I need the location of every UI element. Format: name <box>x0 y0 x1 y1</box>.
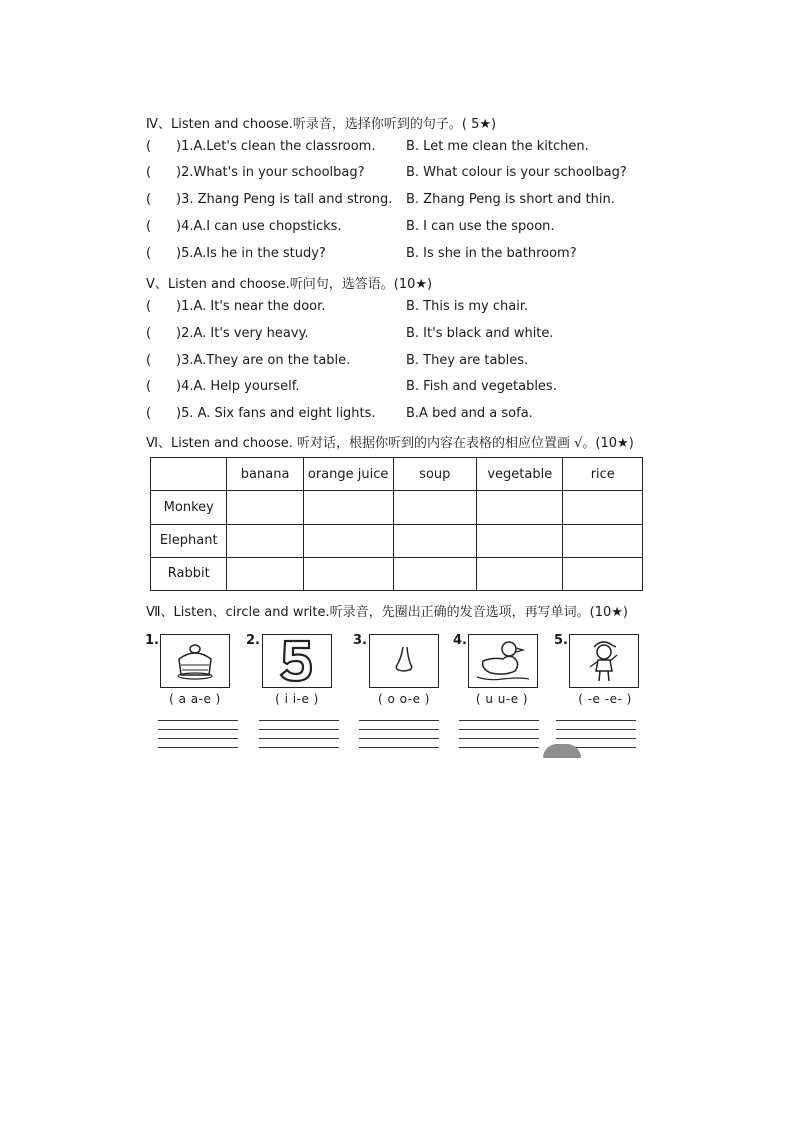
section-5-title: Ⅴ、Listen and choose.听问句，选答语。(10★) <box>146 277 433 292</box>
answer-cell[interactable] <box>563 491 643 524</box>
cake-icon <box>160 634 230 688</box>
option-b: B. Is she in the bathroom? <box>406 246 577 261</box>
option-b: B. This is my chair. <box>406 299 529 314</box>
answer-cell[interactable] <box>477 524 563 557</box>
sound-options: ( i i-e ) <box>275 692 319 706</box>
section-6-title: Ⅵ、Listen and choose. 听对话，根据你听到的内容在表格的相应位置画 √。(10★) <box>146 436 634 451</box>
answer-cell[interactable] <box>393 524 477 557</box>
option-a: )4.A. Help yourself. <box>176 379 300 394</box>
table-header-cell: rice <box>563 458 643 491</box>
option-a: )1.A.Let's clean the classroom. <box>176 139 376 154</box>
section-4-title: Ⅳ、Listen and choose.听录音，选择你听到的句子。( 5★) <box>146 117 497 132</box>
writing-lines <box>359 720 439 750</box>
table-header-cell <box>151 458 227 491</box>
answer-cell[interactable] <box>227 557 303 590</box>
question-row <box>146 406 666 426</box>
table-header-cell: vegetable <box>477 458 563 491</box>
table-header-cell: soup <box>393 458 477 491</box>
option-a: )3. Zhang Peng is tall and strong. <box>176 192 393 207</box>
item-number: 3. <box>353 633 367 648</box>
option-b: B. Let me clean the kitchen. <box>406 139 589 154</box>
answer-cell[interactable] <box>393 491 477 524</box>
answer-paren: ( <box>146 139 152 154</box>
answer-cell[interactable] <box>227 524 303 557</box>
answer-cell[interactable] <box>477 557 563 590</box>
table-row <box>151 491 643 524</box>
option-a: )2.What's in your schoolbag? <box>176 165 365 180</box>
question-row <box>146 165 666 185</box>
item-number: 5. <box>554 633 568 648</box>
table-row <box>151 524 643 557</box>
table-row <box>151 557 643 590</box>
nose-icon <box>369 634 439 688</box>
option-b: B. I can use the spoon. <box>406 219 555 234</box>
question-row <box>146 299 666 319</box>
option-a: )1.A. It's near the door. <box>176 299 326 314</box>
answer-cell[interactable] <box>227 491 303 524</box>
sound-options: ( u u-e ) <box>475 692 529 706</box>
answer-cell[interactable] <box>303 524 393 557</box>
question-row <box>146 192 666 212</box>
table-header-cell: orange juice <box>303 458 393 491</box>
option-b: B.A bed and a sofa. <box>406 406 533 421</box>
answer-table <box>150 457 643 591</box>
answer-cell[interactable] <box>303 557 393 590</box>
number-five-icon <box>262 634 332 688</box>
answer-cell[interactable] <box>563 557 643 590</box>
writing-lines <box>259 720 339 750</box>
answer-paren: ( <box>146 246 152 261</box>
answer-paren: ( <box>146 299 152 314</box>
item-number: 1. <box>145 633 159 648</box>
item-number: 4. <box>453 633 467 648</box>
answer-paren: ( <box>146 165 152 180</box>
answer-cell[interactable] <box>477 491 563 524</box>
question-row <box>146 353 666 373</box>
table-header-cell: banana <box>227 458 303 491</box>
answer-paren: ( <box>146 353 152 368</box>
option-a: )5.A.Is he in the study? <box>176 246 326 261</box>
question-row <box>146 379 666 399</box>
table-header-row <box>151 458 643 491</box>
scan-smudge <box>543 744 581 758</box>
writing-lines <box>158 720 238 750</box>
duck-icon <box>468 634 538 688</box>
answer-paren: ( <box>146 192 152 207</box>
option-a: )4.A.I can use chopsticks. <box>176 219 342 234</box>
answer-cell[interactable] <box>393 557 477 590</box>
answer-paren: ( <box>146 219 152 234</box>
answer-cell[interactable] <box>303 491 393 524</box>
item-number: 2. <box>246 633 260 648</box>
question-row <box>146 246 666 266</box>
answer-cell[interactable] <box>563 524 643 557</box>
option-b: B. Fish and vegetables. <box>406 379 557 394</box>
option-b: B. What colour is your schoolbag? <box>406 165 627 180</box>
option-a: )2.A. It's very heavy. <box>176 326 309 341</box>
row-label: Monkey <box>151 491 227 524</box>
option-a: )3.A.They are on the table. <box>176 353 351 368</box>
option-a: )5. A. Six fans and eight lights. <box>176 406 376 421</box>
question-row <box>146 219 666 239</box>
option-b: B. Zhang Peng is short and thin. <box>406 192 615 207</box>
answer-paren: ( <box>146 406 152 421</box>
sound-options: ( a a-e ) <box>169 692 221 706</box>
row-label: Elephant <box>151 524 227 557</box>
section-7-title: Ⅶ、Listen、circle and write.听录音，先圈出正确的发音选项，再写单词。(10★) <box>146 605 628 620</box>
row-label: Rabbit <box>151 557 227 590</box>
answer-paren: ( <box>146 379 152 394</box>
sound-options: ( -e -e- ) <box>578 692 632 706</box>
question-row <box>146 326 666 346</box>
question-row <box>146 139 666 159</box>
option-b: B. They are tables. <box>406 353 529 368</box>
answer-paren: ( <box>146 326 152 341</box>
boy-icon <box>569 634 639 688</box>
option-b: B. It's black and white. <box>406 326 554 341</box>
writing-lines <box>459 720 539 750</box>
sound-options: ( o o-e ) <box>378 692 430 706</box>
